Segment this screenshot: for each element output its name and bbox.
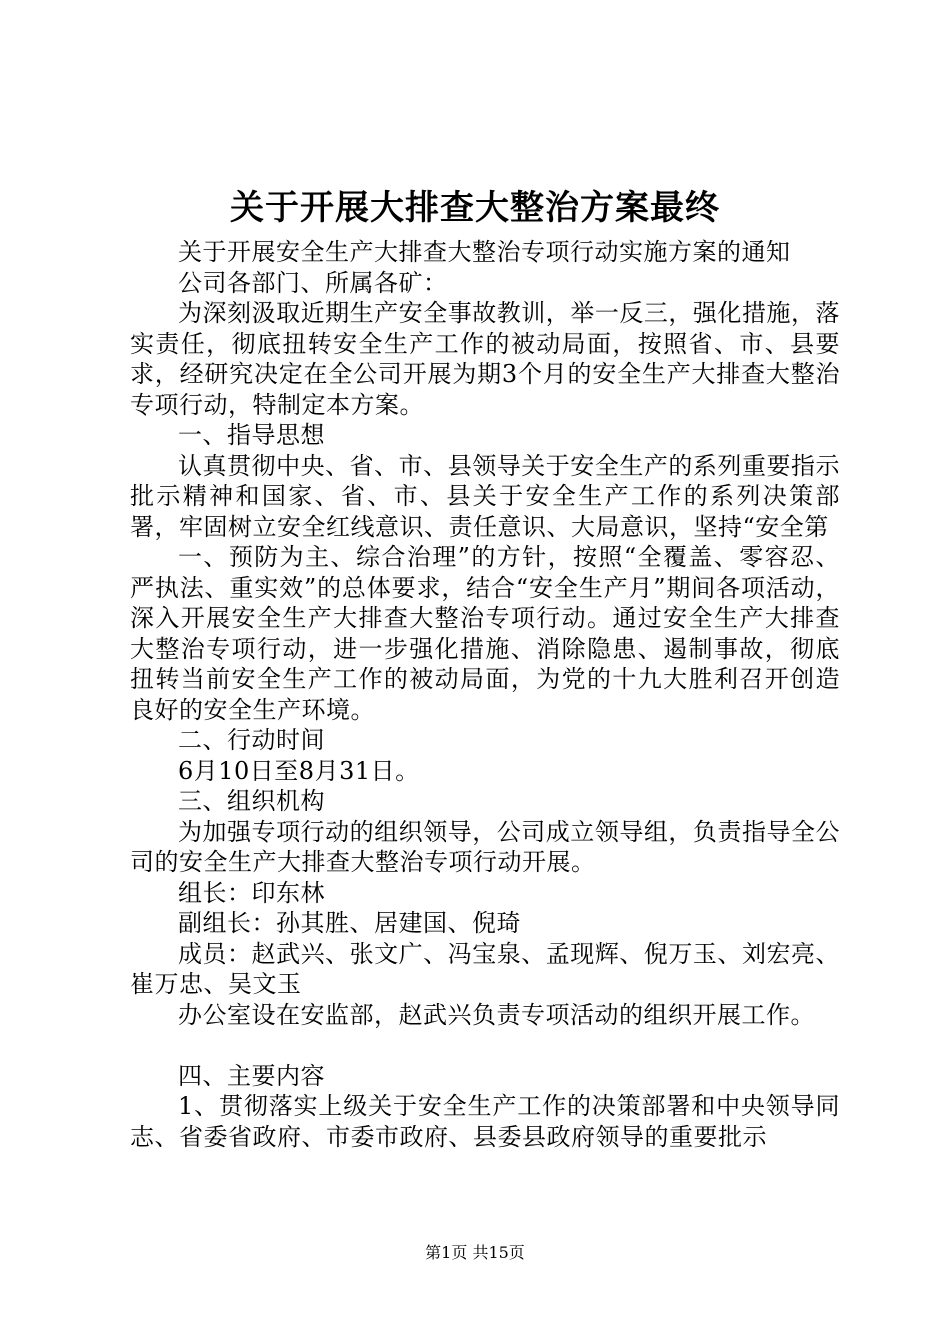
blank-line [130, 1030, 840, 1061]
paragraph-deputy-leaders: 副组长：孙其胜、居建国、倪琦 [178, 909, 521, 937]
document-title: 关于开展大排查大整治方案最终 [230, 188, 720, 228]
paragraph-office: 办公室设在安监部，赵武兴负责专项活动的组织开展工作。 [178, 1000, 815, 1029]
paragraph-addressee: 公司各部门、所属各矿： [178, 268, 448, 297]
paragraph-intro: 为深刻汲取近期生产安全事故教训，举一反三，强化措施，落实责任，彻底扭转安全生产工作的被动局面，按照省、市、县要求，经研究决定在全公司开展为期3个月的安全生产大排查大整治专项行动，特制定本方案。 [130, 299, 840, 419]
paragraph-organization: 为加强专项行动的组织领导，公司成立领导组，负责指导全公司的安全生产大排查大整治专项行动开展。 [130, 817, 840, 876]
heading-organization: 三、组织机构 [178, 787, 325, 815]
paragraph-guiding-thought: 认真贯彻中央、省、市、县领导关于安全生产的系列重要指示批示精神和国家、省、市、县关于安全生产工作的系列决策部署，牢固树立安全红线意识、责任意识、大局意识，坚持“安全第 [130, 451, 840, 541]
page-number: 第1页 共15页 [425, 1243, 525, 1262]
heading-guiding-thought: 一、指导思想 [178, 421, 325, 449]
paragraph-members: 成员：赵武兴、张文广、冯宝泉、孟现辉、倪万玉、刘宏亮、崔万忠、吴文玉 [130, 939, 840, 998]
paragraph-group-leader: 组长：印东林 [178, 878, 325, 907]
paragraph-main-content-1: 1、贯彻落实上级关于安全生产工作的决策部署和中央领导同志、省委省政府、市委市政府、县委县政府领导的重要批示 [130, 1092, 840, 1151]
heading-main-content: 四、主要内容 [178, 1061, 325, 1090]
paragraph-notice-title: 关于开展安全生产大排查大整治专项行动实施方案的通知 [178, 238, 791, 266]
heading-action-time: 二、行动时间 [178, 726, 325, 754]
paragraph-principles: 一、预防为主、综合治理”的方针，按照“全覆盖、零容忍、严执法、重实效”的总体要求，结合“安全生产月”期间各项活动，深入开展安全生产大排查大整治专项行动。通过安全生产大排查大整治专项行动，进一步强化措施、消除隐患、遏制事故，彻底扭转当前安全生产工作的被动局面，为党的十九大胜利召开创造良好的安全生产环境。 [130, 543, 840, 724]
document-body [130, 237, 840, 1152]
paragraph-action-time: 6月10日至8月31日。 [178, 756, 420, 785]
